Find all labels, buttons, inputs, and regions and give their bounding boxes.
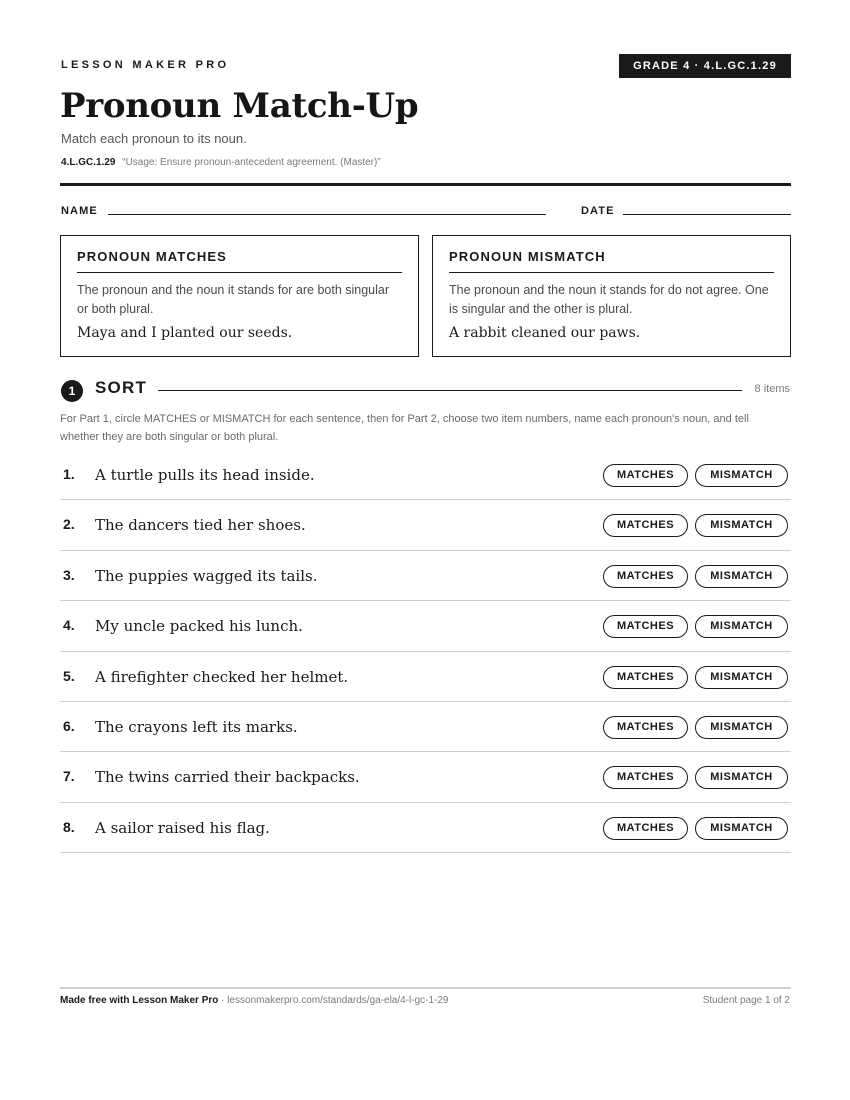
section-divider — [158, 390, 742, 391]
item-number: 5. — [63, 667, 75, 684]
item-number: 8. — [63, 818, 75, 835]
matches-choice-button[interactable]: MATCHES — [603, 464, 688, 487]
item-sentence: The twins carried their backpacks. — [95, 768, 360, 787]
mismatch-choice-button[interactable]: MISMATCH — [695, 766, 788, 789]
mismatch-choice-button[interactable]: MISMATCH — [695, 615, 788, 638]
definition-title: PRONOUN MATCHES — [77, 249, 402, 273]
footer-divider — [60, 987, 791, 989]
matches-choice-button[interactable]: MATCHES — [603, 666, 688, 689]
mismatch-choice-button[interactable]: MISMATCH — [695, 666, 788, 689]
list-item — [60, 551, 791, 601]
item-number: 7. — [63, 768, 75, 785]
matches-choice-button[interactable]: MATCHES — [603, 615, 688, 638]
item-number: 6. — [63, 717, 75, 734]
item-sentence: The dancers tied her shoes. — [95, 516, 306, 535]
definition-box-mismatch — [432, 235, 791, 357]
page-title: Pronoun Match-Up — [60, 86, 419, 126]
definition-description: The pronoun and the noun it stands for do not agree. One is singular and the other is plural. — [449, 283, 769, 316]
grade-badge: GRADE 4 · 4.L.GC.1.29 — [619, 54, 791, 78]
item-number: 3. — [63, 566, 75, 583]
date-field-label: DATE — [581, 205, 615, 217]
mismatch-choice-button[interactable]: MISMATCH — [695, 716, 788, 739]
mismatch-choice-button[interactable]: MISMATCH — [695, 514, 788, 537]
list-item — [60, 601, 791, 651]
matches-choice-button[interactable]: MATCHES — [603, 817, 688, 840]
list-item — [60, 803, 791, 853]
list-item — [60, 652, 791, 702]
item-sentence: My uncle packed his lunch. — [95, 617, 303, 636]
list-item — [60, 450, 791, 500]
standard-line — [61, 157, 381, 168]
matches-choice-button[interactable]: MATCHES — [603, 766, 688, 789]
item-list — [60, 450, 791, 853]
list-item — [60, 500, 791, 550]
item-number: 1. — [63, 466, 75, 482]
brand-label: LESSON MAKER PRO — [61, 59, 230, 71]
definition-example: A rabbit cleaned our paws. — [449, 325, 641, 341]
item-sentence: A turtle pulls its head inside. — [95, 466, 315, 484]
definition-title: PRONOUN MISMATCH — [449, 249, 774, 273]
footer-brand: Made free with Lesson Maker Pro — [60, 995, 219, 1006]
section-item-count: 8 items — [754, 383, 790, 395]
mismatch-choice-button[interactable]: MISMATCH — [695, 565, 788, 588]
name-field-line[interactable] — [108, 214, 546, 215]
item-sentence: The crayons left its marks. — [95, 717, 298, 736]
item-number: 4. — [63, 617, 75, 634]
header-divider — [60, 183, 791, 186]
page-subtitle: Match each pronoun to its noun. — [61, 131, 247, 146]
standard-description: “Usage: Ensure pronoun-antecedent agreement. (Master)” — [122, 157, 381, 168]
list-item — [60, 702, 791, 752]
matches-choice-button[interactable]: MATCHES — [603, 514, 688, 537]
definition-example: Maya and I planted our seeds. — [77, 325, 293, 341]
footer-link[interactable]: · lessonmakerpro.com/standards/ga-ela/4-l-gc-1-29 — [218, 995, 449, 1006]
footer-page-indicator: Student page 1 of 2 — [702, 995, 790, 1006]
matches-choice-button[interactable]: MATCHES — [603, 716, 688, 739]
section-number-badge: 1 — [61, 380, 83, 402]
definition-description: The pronoun and the noun it stands for are both singular or both plural. — [77, 283, 390, 316]
item-number: 2. — [63, 516, 75, 533]
date-field-line[interactable] — [623, 214, 791, 215]
footer-credit — [60, 995, 449, 1006]
list-item — [60, 752, 791, 802]
standard-code: 4.L.GC.1.29 — [61, 157, 116, 168]
item-sentence: A firefighter checked her helmet. — [95, 667, 349, 686]
section-instructions: For Part 1, circle MATCHES or MISMATCH for each sentence, then for Part 2, choose two item numbers, name each pronoun's noun, and tell whether they are both singular or both plural. — [60, 413, 749, 443]
item-sentence: A sailor raised his flag. — [95, 818, 270, 837]
item-sentence: The puppies wagged its tails. — [95, 566, 318, 585]
mismatch-choice-button[interactable]: MISMATCH — [695, 464, 788, 487]
section-title: SORT — [95, 378, 148, 397]
name-field-label: NAME — [61, 205, 98, 217]
matches-choice-button[interactable]: MATCHES — [603, 565, 688, 588]
definition-box-matches — [60, 235, 419, 357]
mismatch-choice-button[interactable]: MISMATCH — [695, 817, 788, 840]
